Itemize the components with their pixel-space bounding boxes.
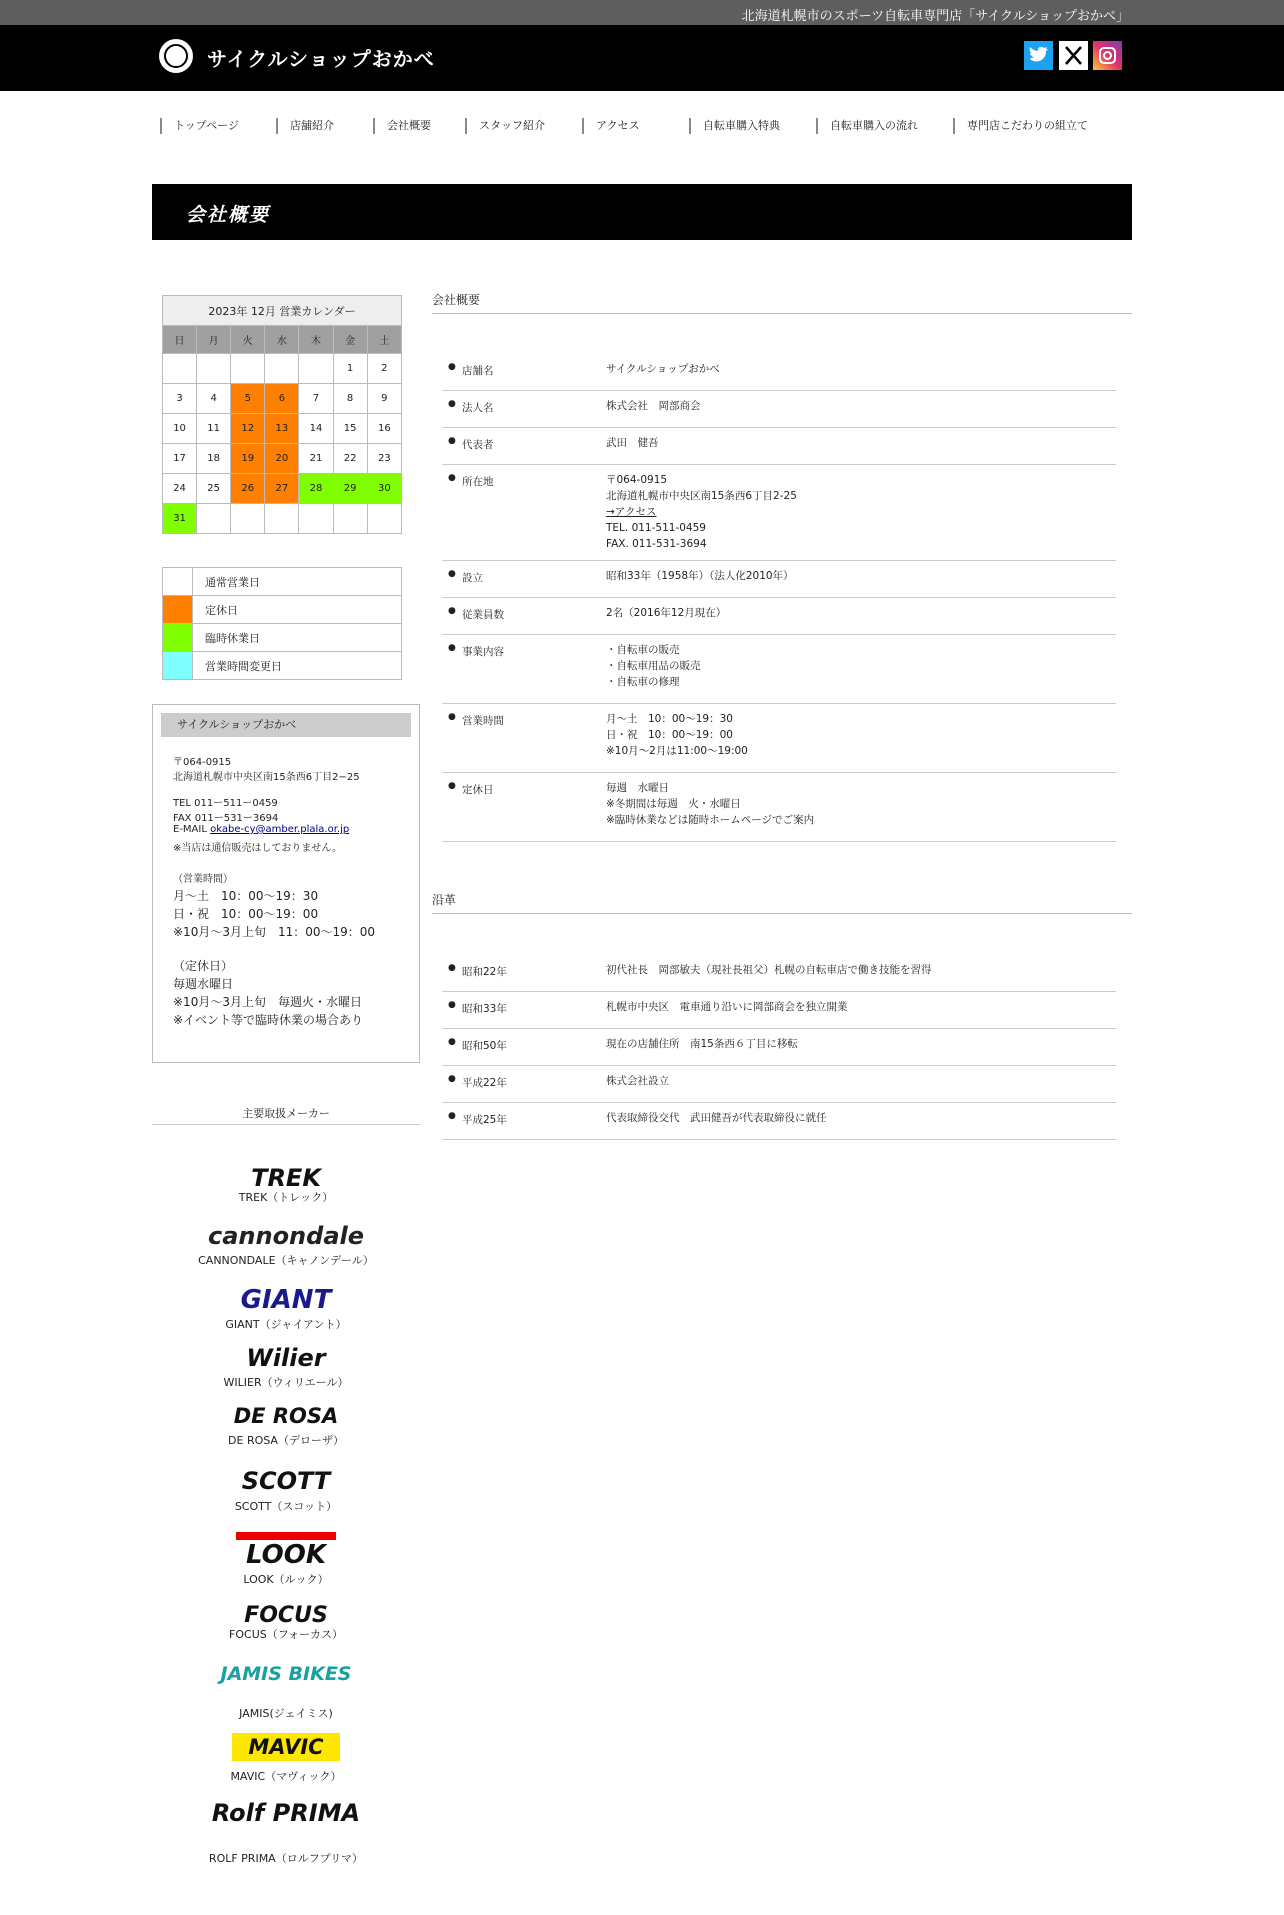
nav-access[interactable]: アクセス <box>582 118 640 134</box>
nav-staff[interactable]: スタッフ紹介 <box>465 118 545 134</box>
calendar-day: 23 <box>367 444 401 474</box>
maker-logo[interactable]: FOCUS <box>244 1603 328 1628</box>
info-value-line: 〒064-0915 <box>606 474 668 486</box>
calendar-day: 2 <box>367 354 401 384</box>
info-label: 代表者 <box>462 439 494 451</box>
calendar-day: 22 <box>333 444 367 474</box>
legend-row <box>163 568 402 596</box>
calendar-day: 31 <box>163 504 197 534</box>
calendar-day: 7 <box>299 384 333 414</box>
info-value-line: 日・祝 10：00〜19：00 <box>606 729 733 741</box>
info-label: 所在地 <box>462 476 494 488</box>
calendar-day: 28 <box>299 474 333 504</box>
maker-logo[interactable]: GIANT <box>240 1285 332 1315</box>
calendar-day: 3 <box>163 384 197 414</box>
top-strip <box>0 0 1284 25</box>
calendar-day: 25 <box>197 474 231 504</box>
holiday-heading: （定休日） <box>173 959 234 973</box>
maker-logo[interactable]: Rolf PRIMA <box>211 1799 361 1827</box>
info-row <box>442 1028 1116 1066</box>
bullet-icon: ● <box>448 1074 456 1084</box>
info-value-line: FAX. 011-531-3694 <box>606 538 707 550</box>
instagram-icon[interactable] <box>1093 41 1122 70</box>
info-label: 定休日 <box>462 784 494 796</box>
maker-caption: JAMIS(ジェイミス) <box>239 1707 333 1720</box>
shop-info-heading: サイクルショップおかべ <box>161 713 411 737</box>
info-value <box>606 1110 827 1126</box>
info-label: 設立 <box>462 572 483 584</box>
maker-caption: ROLF PRIMA（ロルフプリマ） <box>208 1852 364 1865</box>
nav-top[interactable]: トップページ <box>160 118 239 134</box>
maker-logo[interactable]: MAVIC <box>232 1733 340 1761</box>
nav-assembly[interactable]: 専門店こだわりの組立て <box>953 118 1088 134</box>
calendar-day: 15 <box>333 414 367 444</box>
info-value <box>606 1036 798 1052</box>
calendar-day: 6 <box>265 384 299 414</box>
info-value-line: 現在の店舗住所 南15条西６丁目に移転 <box>606 1038 798 1050</box>
weekday-header: 日 <box>163 326 197 354</box>
calendar-day: 19 <box>231 444 265 474</box>
info-label: 昭和50年 <box>462 1040 507 1052</box>
legend-label: 営業時間変更日 <box>193 652 402 680</box>
shop-logo-icon[interactable] <box>159 39 193 73</box>
info-label: 店舗名 <box>462 365 494 377</box>
history-section-divider <box>432 913 1132 914</box>
bullet-icon: ● <box>448 1111 456 1121</box>
shop-info-box <box>152 704 420 1063</box>
info-value <box>606 361 720 377</box>
calendar-day: 4 <box>197 384 231 414</box>
info-value-line: 株式会社設立 <box>606 1075 669 1087</box>
maker-logo[interactable]: TREK <box>251 1164 321 1192</box>
info-value-line: 月〜土 10：00〜19：30 <box>606 713 733 725</box>
calendar-week <box>163 474 402 504</box>
makers-title: 主要取扱メーカー <box>242 1107 330 1120</box>
bullet-icon: ● <box>448 436 456 446</box>
calendar-empty-cell <box>231 504 265 534</box>
calendar-day: 21 <box>299 444 333 474</box>
info-value-line: TEL. 011-511-0459 <box>606 522 706 534</box>
legend-row <box>163 596 402 624</box>
page-title-bar <box>152 184 1132 240</box>
maker-logo[interactable]: LOOK <box>236 1532 336 1570</box>
info-row <box>442 1102 1116 1140</box>
calendar-empty-cell <box>265 504 299 534</box>
calendar-day: 9 <box>367 384 401 414</box>
bullet-icon: ● <box>448 606 456 616</box>
info-row <box>442 597 1116 635</box>
calendar-day: 30 <box>367 474 401 504</box>
calendar-week <box>163 504 402 534</box>
info-label: 従業員数 <box>462 609 504 621</box>
bullet-icon: ● <box>448 1037 456 1047</box>
maker-caption: WILIER（ウィリエール） <box>223 1376 349 1389</box>
bullet-icon: ● <box>448 963 456 973</box>
weekday-header: 水 <box>265 326 299 354</box>
info-value-line: ※10月〜2月は11:00〜19:00 <box>606 745 748 757</box>
info-value-line: 代表取締役交代 武田健吾が代表取締役に就任 <box>606 1112 827 1124</box>
info-row <box>442 353 1116 391</box>
info-value <box>606 398 701 414</box>
calendar-day: 5 <box>231 384 265 414</box>
info-value <box>606 568 794 584</box>
maker-logo[interactable]: DE ROSA <box>233 1404 339 1428</box>
bullet-icon: ● <box>448 399 456 409</box>
calendar-day: 11 <box>197 414 231 444</box>
maker-caption: GIANT（ジャイアント） <box>225 1318 347 1331</box>
info-row <box>442 390 1116 428</box>
info-label: 昭和22年 <box>462 966 507 978</box>
calendar-empty-cell <box>163 354 197 384</box>
info-label: 事業内容 <box>462 646 504 658</box>
calendar-empty-cell <box>367 504 401 534</box>
legend-label: 通常営業日 <box>193 568 402 596</box>
info-row <box>442 772 1116 842</box>
legend-label: 定休日 <box>193 596 402 624</box>
company-section-divider <box>432 313 1132 314</box>
weekday-header: 土 <box>367 326 401 354</box>
info-value-line: ※臨時休業などは随時ホームページでご案内 <box>606 814 815 826</box>
calendar-day: 29 <box>333 474 367 504</box>
calendar-legend <box>162 567 402 680</box>
access-link[interactable]: →アクセス <box>606 506 657 518</box>
info-value <box>606 642 701 690</box>
maker-logo[interactable]: JAMIS BIKES <box>220 1663 352 1685</box>
hours-heading: （営業時間） <box>173 874 233 885</box>
shop-tel: TEL 011ー511ー0459 <box>173 798 278 809</box>
info-value <box>606 999 848 1015</box>
info-row <box>442 954 1116 992</box>
bullet-icon: ● <box>448 362 456 372</box>
info-value-line: ※冬期間は毎週 火・水曜日 <box>606 798 741 810</box>
hours-line: ※10月〜3月上旬 11：00〜19：00 <box>173 925 376 939</box>
maker-caption: DE ROSA（デローザ） <box>228 1434 344 1447</box>
info-value-line: 昭和33年（1958年）（法人化2010年） <box>606 570 794 582</box>
calendar-empty-cell <box>197 504 231 534</box>
legend-swatch <box>163 596 193 624</box>
maker-caption: LOOK（ルック） <box>243 1573 329 1586</box>
legend-swatch <box>163 652 193 680</box>
legend-row <box>163 652 402 680</box>
info-value <box>606 711 748 759</box>
holiday-line: 毎週水曜日 <box>173 977 234 991</box>
shop-email-row: E-MAIL okabe-cy@amber.plala.or.jp <box>173 824 350 835</box>
nav-purchase-benefits[interactable]: 自転車購入特典 <box>689 118 780 134</box>
shop-postal: 〒064-0915 <box>173 757 232 768</box>
calendar-empty-cell <box>333 504 367 534</box>
info-row <box>442 427 1116 465</box>
info-value-line: 2名（2016年12月現在） <box>606 607 727 619</box>
info-value-line: 武田 健吾 <box>606 437 659 449</box>
twitter-icon[interactable] <box>1024 41 1053 70</box>
bullet-icon: ● <box>448 643 456 653</box>
info-value <box>606 435 659 451</box>
bullet-icon: ● <box>448 569 456 579</box>
shop-email-link[interactable]: okabe-cy@amber.plala.or.jp <box>210 824 350 835</box>
calendar-empty-cell <box>299 354 333 384</box>
info-value-line: 北海道札幌市中央区南15条西6丁目2-25 <box>606 490 797 502</box>
hours-line: 日・祝 10：00〜19：00 <box>173 907 319 921</box>
maker-caption: SCOTT（スコット） <box>234 1500 338 1513</box>
maker-caption: FOCUS（フォーカス） <box>229 1628 343 1641</box>
info-label: 法人名 <box>462 402 494 414</box>
calendar-week <box>163 384 402 414</box>
calendar-day: 1 <box>333 354 367 384</box>
shop-address: 北海道札幌市中央区南15条西6丁目2−25 <box>173 772 360 783</box>
calendar-day: 8 <box>333 384 367 414</box>
info-label: 昭和33年 <box>462 1003 507 1015</box>
info-row <box>442 560 1116 598</box>
bullet-icon: ● <box>448 712 456 722</box>
calendar-empty-cell <box>265 354 299 384</box>
x-icon[interactable] <box>1059 41 1088 70</box>
info-value-line: 初代社長 岡部敏夫（現社長祖父）札幌の自転車店で働き技能を習得 <box>606 964 932 976</box>
calendar-week <box>163 444 402 474</box>
site-header <box>0 25 1284 91</box>
maker-logo[interactable]: cannondale <box>207 1222 365 1250</box>
legend-row <box>163 624 402 652</box>
calendar-day: 14 <box>299 414 333 444</box>
info-value-line: ・自転車用品の販売 <box>606 660 701 672</box>
legend-swatch <box>163 624 193 652</box>
tagline: 北海道札幌市のスポーツ自転車専門店「サイクルショップおかべ」 <box>741 9 1129 24</box>
bullet-icon: ● <box>448 473 456 483</box>
maker-logo[interactable]: Wilier <box>246 1344 326 1372</box>
nav-company[interactable]: 会社概要 <box>373 118 431 134</box>
info-value-line: サイクルショップおかべ <box>606 363 720 375</box>
info-value <box>606 472 797 552</box>
shop-fax: FAX 011ー531ー3694 <box>173 813 279 824</box>
info-label: 平成25年 <box>462 1114 507 1126</box>
holiday-line: ※イベント等で臨時休業の場合あり <box>173 1013 364 1027</box>
info-value <box>606 605 726 621</box>
legend-label: 臨時休業日 <box>193 624 402 652</box>
info-value-line: 札幌市中央区 電車通り沿いに岡部商会を独立開業 <box>606 1001 848 1013</box>
calendar-week <box>163 354 402 384</box>
calendar-day: 18 <box>197 444 231 474</box>
weekday-header: 木 <box>299 326 333 354</box>
calendar-day: 26 <box>231 474 265 504</box>
hours-line: 月〜土 10：00〜19：30 <box>173 889 319 903</box>
calendar-empty-cell <box>231 354 265 384</box>
weekday-header: 月 <box>197 326 231 354</box>
legend-swatch <box>163 568 193 596</box>
info-row <box>442 464 1116 561</box>
weekday-header: 火 <box>231 326 265 354</box>
calendar-day: 10 <box>163 414 197 444</box>
maker-caption: MAVIC（マヴィック） <box>230 1770 342 1783</box>
maker-logo[interactable]: SCOTT <box>241 1467 331 1495</box>
shop-logo-text[interactable]: サイクルショップおかべ <box>207 47 435 71</box>
info-value <box>606 962 932 978</box>
info-row <box>442 703 1116 773</box>
calendar-day: 24 <box>163 474 197 504</box>
calendar-day: 16 <box>367 414 401 444</box>
bullet-icon: ● <box>448 1000 456 1010</box>
calendar-day: 20 <box>265 444 299 474</box>
info-value-line: 株式会社 岡部商会 <box>606 400 701 412</box>
info-value <box>606 780 814 828</box>
nav-store[interactable]: 店舗紹介 <box>276 118 334 134</box>
maker-caption: CANNONDALE（キャノンデール） <box>198 1254 374 1267</box>
calendar-empty-cell <box>299 504 333 534</box>
nav-purchase-flow[interactable]: 自転車購入の流れ <box>816 118 918 134</box>
history-section-title: 沿革 <box>432 893 457 907</box>
bullet-icon: ● <box>448 781 456 791</box>
info-row <box>442 991 1116 1029</box>
maker-caption: TREK（トレック） <box>238 1191 334 1204</box>
info-row <box>442 634 1116 704</box>
info-label: 平成22年 <box>462 1077 507 1089</box>
calendar-week <box>163 414 402 444</box>
calendar-day: 12 <box>231 414 265 444</box>
business-calendar <box>162 295 402 534</box>
calendar-caption: 2023年 12月 営業カレンダー <box>163 296 402 326</box>
calendar-empty-cell <box>197 354 231 384</box>
shop-note: ※当店は通信販売はしておりません。 <box>173 843 342 854</box>
calendar-day: 13 <box>265 414 299 444</box>
calendar-day: 17 <box>163 444 197 474</box>
info-value-line: ・自転車の修理 <box>606 676 680 688</box>
page-title: 会社概要 <box>186 204 271 226</box>
company-section-title: 会社概要 <box>432 293 481 307</box>
info-row <box>442 1065 1116 1103</box>
info-value-line: ・自転車の販売 <box>606 644 680 656</box>
holiday-line: ※10月〜3月上旬 毎週火・水曜日 <box>173 995 362 1009</box>
info-value <box>606 1073 669 1089</box>
info-value-line: 毎週 水曜日 <box>606 782 669 794</box>
calendar-day: 27 <box>265 474 299 504</box>
makers-divider <box>152 1124 420 1125</box>
info-label: 営業時間 <box>462 715 504 727</box>
weekday-header: 金 <box>333 326 367 354</box>
